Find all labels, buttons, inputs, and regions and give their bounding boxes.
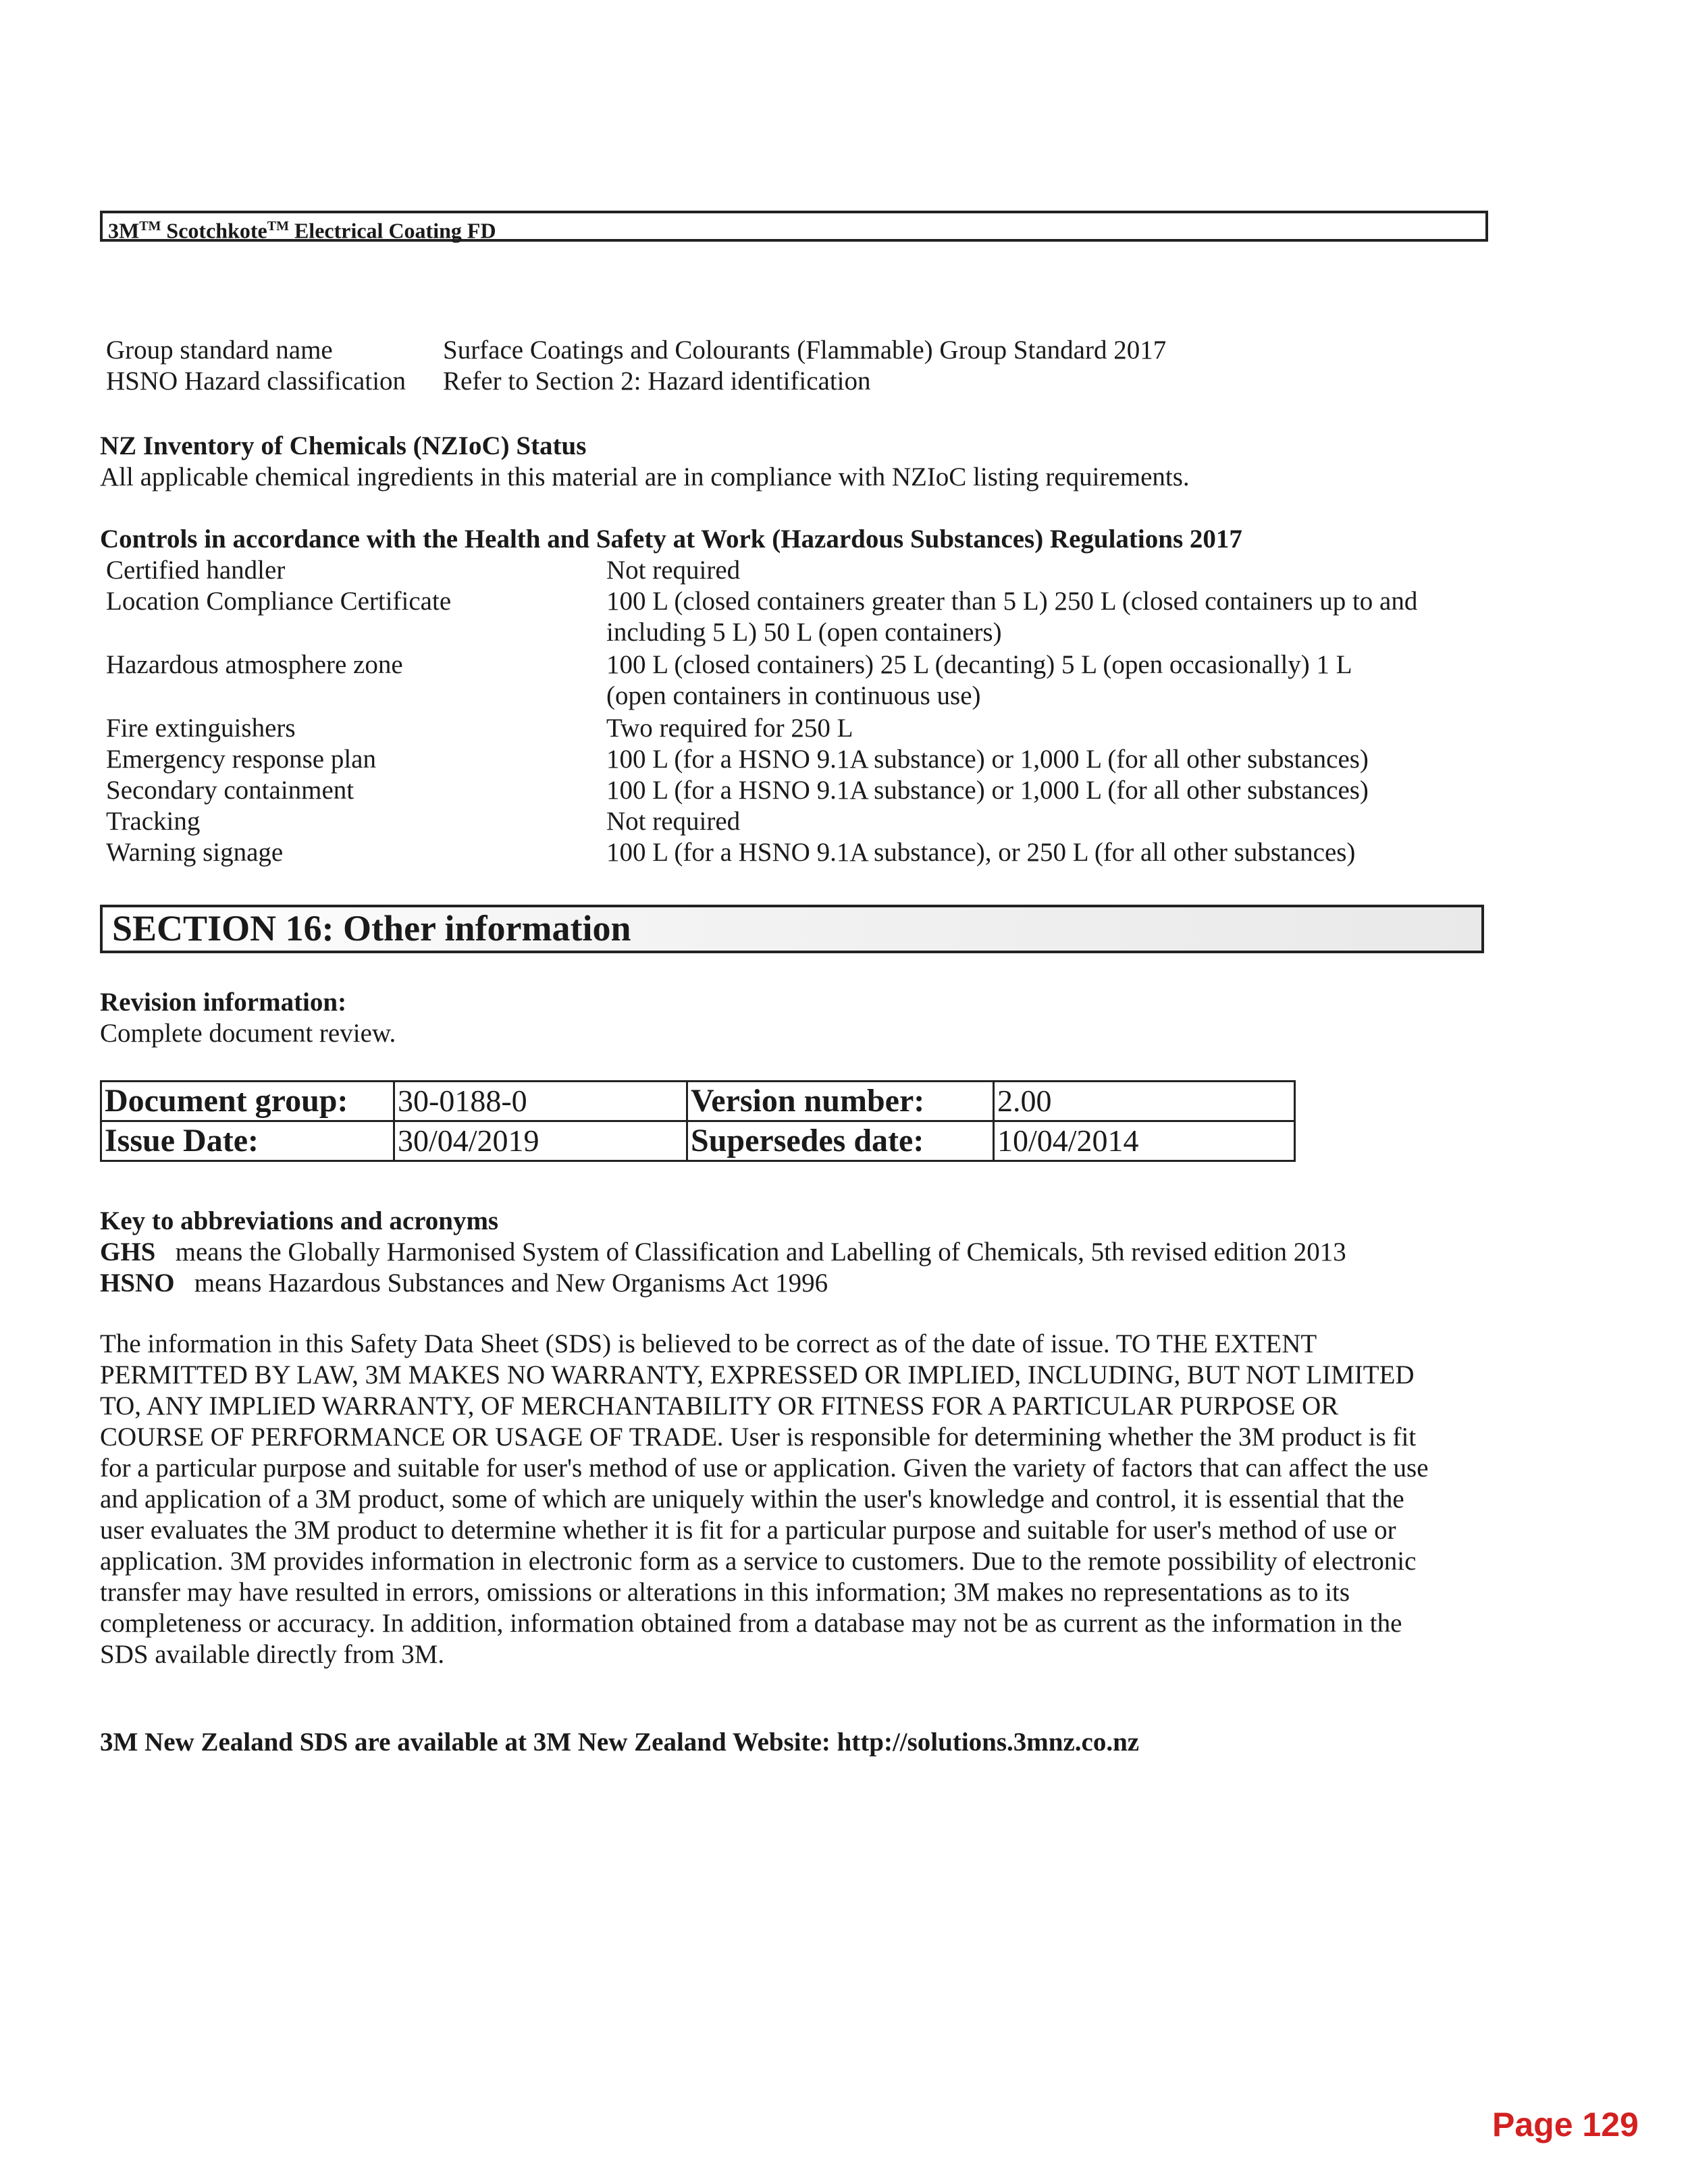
supersedes-date-value: 10/04/2014	[994, 1121, 1295, 1161]
supersedes-date-label: Supersedes date:	[687, 1121, 994, 1161]
product-header	[100, 211, 1488, 242]
product-mid: Scotchkote	[161, 218, 267, 243]
abbreviation-term: HSNO	[100, 1269, 175, 1298]
issue-date-label: Issue Date:	[101, 1121, 394, 1161]
controls-heading: Controls in accordance with the Health and Safety at Work (Hazardous Substances) Regulations 2017	[100, 525, 1242, 554]
page-number: Page 129	[1492, 2106, 1639, 2143]
controls-label: Warning signage	[106, 838, 284, 867]
controls-value: 100 L (closed containers greater than 5 L) 250 L (closed containers up to and	[606, 587, 1418, 616]
issue-date-value: 30/04/2019	[394, 1121, 687, 1161]
table-row	[101, 1121, 1295, 1161]
controls-value: 100 L (for a HSNO 9.1A substance) or 1,000 L (for all other substances)	[606, 745, 1369, 774]
nzioc-text: All applicable chemical ingredients in this material are in compliance with NZIoC listing requirements.	[100, 462, 1190, 491]
revision-text: Complete document review.	[100, 1019, 396, 1048]
controls-value: Not required	[606, 556, 741, 585]
hsno-classification-value: Refer to Section 2: Hazard identification	[443, 367, 871, 396]
version-number-label: Version number:	[687, 1082, 994, 1121]
version-number-value: 2.00	[994, 1082, 1295, 1121]
hsno-classification-label: HSNO Hazard classification	[106, 367, 406, 396]
controls-label: Secondary containment	[106, 776, 354, 805]
abbreviation-meaning: means the Globally Harmonised System of Classification and Labelling of Chemicals, 5th revised edition 2013	[175, 1237, 1346, 1267]
product-suffix: Electrical Coating FD	[288, 218, 496, 243]
trademark-mark: TM	[139, 219, 161, 234]
controls-label: Emergency response plan	[106, 745, 376, 774]
abbreviations-heading: Key to abbreviations and acronyms	[100, 1206, 499, 1235]
section-16-title: SECTION 16: Other information	[100, 905, 1484, 953]
revision-heading: Revision information:	[100, 988, 347, 1017]
controls-label: Hazardous atmosphere zone	[106, 650, 403, 679]
controls-label: Fire extinguishers	[106, 714, 296, 743]
document-group-value: 30-0188-0	[394, 1082, 687, 1121]
controls-value: including 5 L) 50 L (open containers)	[606, 618, 1002, 647]
nzioc-heading: NZ Inventory of Chemicals (NZIoC) Status	[100, 431, 587, 460]
abbreviation-meaning: means Hazardous Substances and New Organisms Act 1996	[194, 1269, 828, 1298]
controls-value: 100 L (for a HSNO 9.1A substance), or 250 L (for all other substances)	[606, 838, 1356, 867]
controls-value: Two required for 250 L	[606, 714, 853, 743]
document-group-label: Document group:	[101, 1082, 394, 1121]
group-standard-value: Surface Coatings and Colourants (Flammable) Group Standard 2017	[443, 336, 1167, 365]
abbreviation-item	[100, 1268, 828, 1299]
product-prefix: 3M	[108, 218, 140, 243]
disclaimer-text: The information in this Safety Data Sheet (SDS) is believed to be correct as of the date of issue. TO THE EXTENT PERMITTED BY LAW, 3M MAKES NO WARRANTY, EXPRESSED OR IMPLIED, INCLUDING, BUT NOT LIMITED TO, ANY IMPLIED WARRANTY, OF MERCHANTABILITY OR FITNESS FOR A PARTICULAR PURPOSE OR COURSE OF PERFORMANCE OR USAGE OF TRADE. User is responsible for determining whether the 3M product is fit for a particular purpose and suitable for user's method of use or application. Given the variety of factors that can affect the use and application of a 3M product, some of which are uniquely within the user's knowledge and control, it is essential that the user evaluates the 3M product to determine whether it is fit for a particular purpose and suitable for user's method of use or application. 3M provides information in electronic form as a service to customers. Due to the remote possibility of electronic transfer may have resulted in errors, omissions or alterations in this information; 3M makes no representations as to its completeness or accuracy. In addition, information obtained from a database may not be as current as the information in the SDS available directly from 3M.	[100, 1329, 1429, 1669]
controls-value: 100 L (closed containers) 25 L (decanting) 5 L (open occasionally) 1 L	[606, 650, 1352, 679]
controls-label: Tracking	[106, 807, 201, 836]
controls-label: Certified handler	[106, 556, 286, 585]
group-standard-label: Group standard name	[106, 336, 333, 365]
abbreviation-item	[100, 1237, 1346, 1268]
document-info-table	[100, 1080, 1296, 1162]
controls-value: Not required	[606, 807, 741, 836]
abbreviation-term: GHS	[100, 1237, 156, 1267]
trademark-mark: TM	[267, 219, 289, 234]
table-row	[101, 1082, 1295, 1121]
website-note: 3M New Zealand SDS are available at 3M New Zealand Website: http://solutions.3mnz.co.nz	[100, 1728, 1140, 1757]
controls-label: Location Compliance Certificate	[106, 587, 452, 616]
controls-value: (open containers in continuous use)	[606, 681, 981, 710]
controls-value: 100 L (for a HSNO 9.1A substance) or 1,000 L (for all other substances)	[606, 776, 1369, 805]
